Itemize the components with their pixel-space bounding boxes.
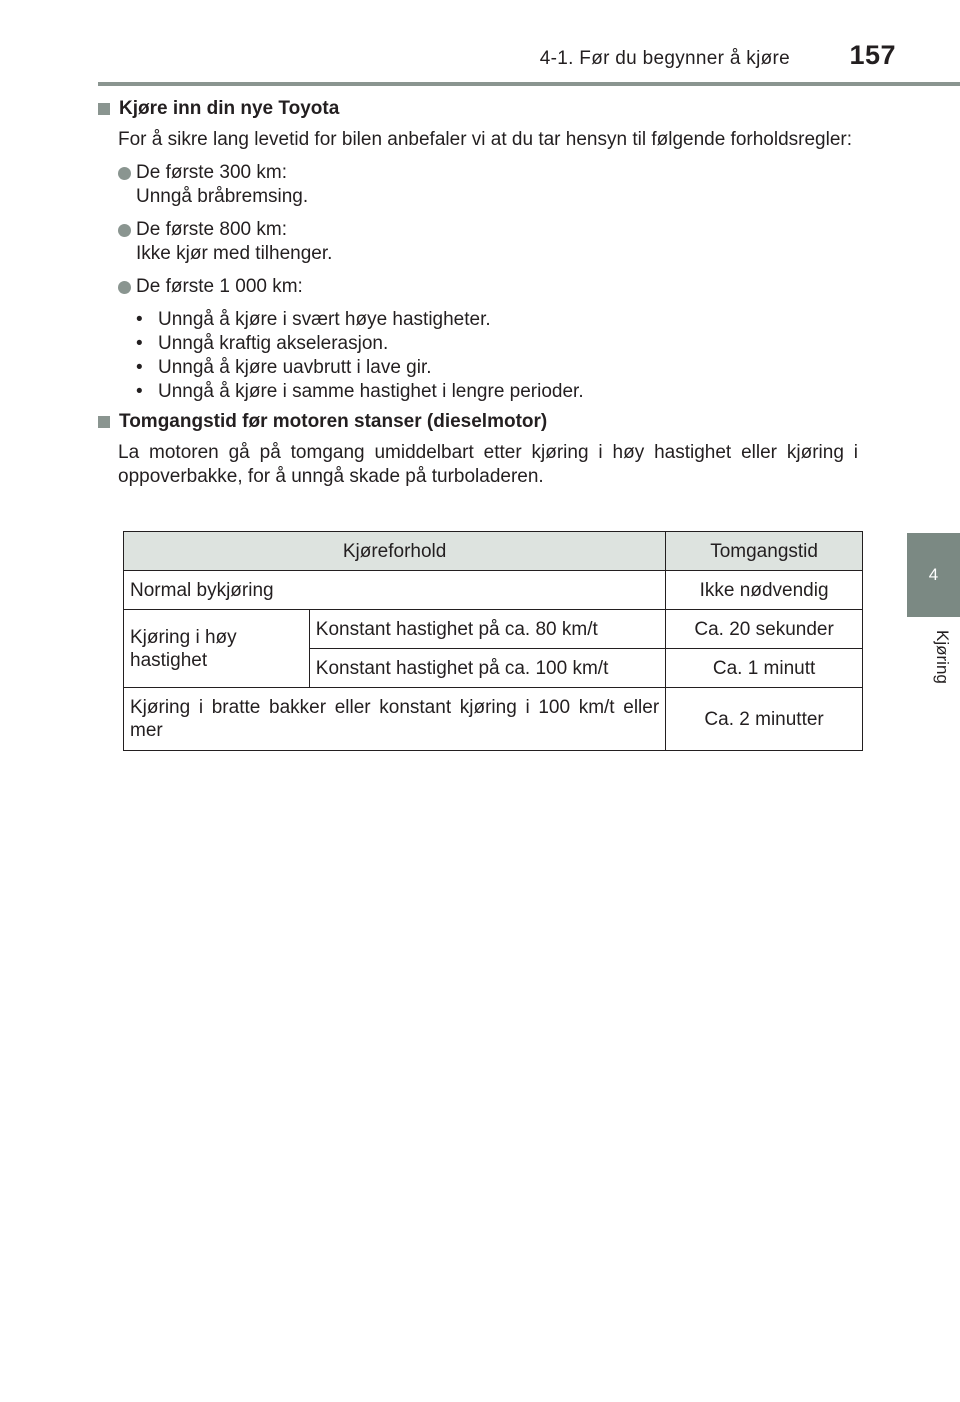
time-cell: Ca. 2 minutter [666,688,863,751]
heading-text: Tomgangstid før motoren stanser (dieselmotor) [119,411,548,432]
table-row [124,571,863,610]
section-heading-idle [98,410,858,434]
list-item [118,275,858,299]
bullet-title: De første 300 km: [136,162,287,183]
bullet-detail: Ikke kjør med tilhenger. [136,243,333,264]
heading-text: Kjøre inn din nye Toyota [119,98,340,119]
dot-bullet-icon: • [136,381,143,402]
section-heading-break-in [98,97,858,121]
condition-cell: Kjøring i bratte bakker eller konstant kjøring i 100 km/t eller mer [124,688,666,751]
time-cell: Ca. 1 minutt [666,649,863,688]
sub-item-text: Unngå å kjøre i svært høye hastigheter. [158,309,491,330]
sub-list [132,308,858,404]
idle-paragraph: La motoren gå på tomgang umiddelbart etter kjøring i høy hastighet eller kjøring i oppoverbakke, for å unngå skade på turboladeren. [118,442,858,487]
dot-bullet-icon: • [136,357,143,378]
idle-time-table [123,531,863,751]
circle-bullet-icon [118,224,131,237]
chapter-label: Kjøring [933,630,952,684]
list-item [118,161,858,209]
table-row [124,688,863,751]
table-row [124,610,863,649]
intro-paragraph: For å sikre lang levetid for bilen anbefaler vi at du tar hensyn til følgende forholdsregler: [118,129,853,150]
sub-list-item [132,308,858,332]
square-bullet-icon [98,103,110,115]
sub-item-text: Unngå å kjøre uavbrutt i lave gir. [158,357,432,378]
column-header: Kjøreforhold [124,532,666,571]
time-cell: Ca. 20 sekunder [666,610,863,649]
chapter-tab [907,533,960,617]
list-item [118,218,858,266]
condition-cell: Normal bykjøring [124,571,666,610]
chapter-number: 4 [928,565,939,584]
page-number: 157 [849,40,896,70]
column-header: Tomgangstid [666,532,863,571]
sub-item-text: Unngå kraftig akselerasjon. [158,333,389,354]
condition-cell: Konstant hastighet på ca. 80 km/t [309,610,665,649]
sub-item-text: Unngå å kjøre i samme hastighet i lengre perioder. [158,381,584,402]
page-content [98,97,858,489]
circle-bullet-icon [118,167,131,180]
time-cell: Ikke nødvendig [666,571,863,610]
group-cell: Kjøring i høy hastighet [124,610,310,688]
sub-list-item [132,332,858,356]
condition-cell: Konstant hastighet på ca. 100 km/t [309,649,665,688]
section-title: 4-1. Før du begynner å kjøre [539,48,790,69]
sub-list-item [132,356,858,380]
square-bullet-icon [98,416,110,428]
bullet-title: De første 800 km: [136,219,287,240]
header-divider [98,82,960,86]
sub-list-item [132,380,858,404]
circle-bullet-icon [118,281,131,294]
dot-bullet-icon: • [136,333,143,354]
bullet-detail: Unngå bråbremsing. [136,186,309,207]
bullet-title: De første 1 000 km: [136,276,303,297]
dot-bullet-icon: • [136,309,143,330]
